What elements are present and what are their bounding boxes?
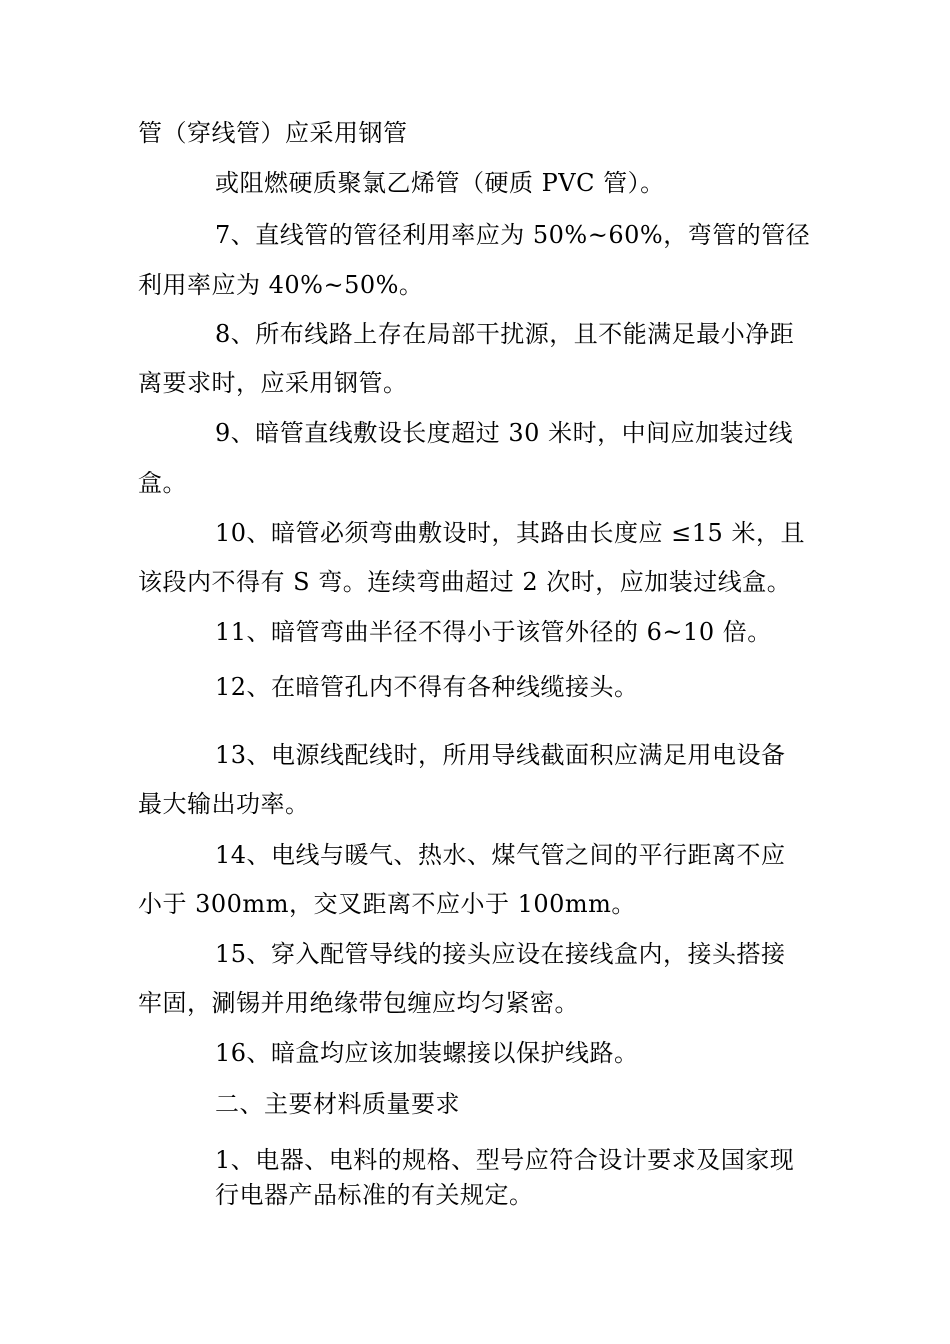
text-line-10: 该段内不得有 S 弯。连续弯曲超过 2 次时，应加装过线盒。 bbox=[138, 568, 792, 596]
text-line-22: 行电器产品标准的有关规定。 bbox=[215, 1181, 534, 1209]
text-line-14: 最大输出功率。 bbox=[138, 790, 310, 818]
text-line-6: 离要求时，应采用钢管。 bbox=[138, 369, 408, 397]
text-line-5: 8、所布线路上存在局部干扰源，且不能满足最小净距 bbox=[215, 320, 795, 348]
text-line-21: 1、电器、电料的规格、型号应符合设计要求及国家现 bbox=[215, 1146, 795, 1174]
text-line-7: 9、暗管直线敷设长度超过 30 米时，中间应加装过线 bbox=[215, 419, 794, 447]
text-line-13: 13、电源线配线时，所用导线截面积应满足用电设备 bbox=[215, 741, 786, 769]
text-line-8: 盒。 bbox=[138, 469, 187, 497]
text-line-4: 利用率应为 40%~50%。 bbox=[138, 271, 424, 299]
text-line-17: 15、穿入配管导线的接头应设在接线盒内，接头搭接 bbox=[215, 940, 786, 968]
text-line-2: 或阻燃硬质聚氯乙烯管（硬质 PVC 管）。 bbox=[215, 169, 665, 197]
text-line-3: 7、直线管的管径利用率应为 50%~60%，弯管的管径 bbox=[215, 221, 811, 249]
text-line-19: 16、暗盒均应该加装螺接以保护线路。 bbox=[215, 1039, 639, 1067]
text-line-12: 12、在暗管孔内不得有各种线缆接头。 bbox=[215, 673, 639, 701]
text-line-9: 10、暗管必须弯曲敷设时，其路由长度应 ≤15 米，且 bbox=[215, 519, 805, 547]
text-line-11: 11、暗管弯曲半径不得小于该管外径的 6~10 倍。 bbox=[215, 618, 772, 646]
text-line-18: 牢固，涮锡并用绝缘带包缠应均匀紧密。 bbox=[138, 989, 579, 1017]
section-heading: 二、主要材料质量要求 bbox=[215, 1090, 460, 1118]
text-line-15: 14、电线与暖气、热水、煤气管之间的平行距离不应 bbox=[215, 841, 786, 869]
text-line-16: 小于 300mm，交叉距离不应小于 100mm。 bbox=[138, 890, 636, 918]
text-line-1: 管（穿线管）应采用钢管 bbox=[138, 119, 408, 147]
